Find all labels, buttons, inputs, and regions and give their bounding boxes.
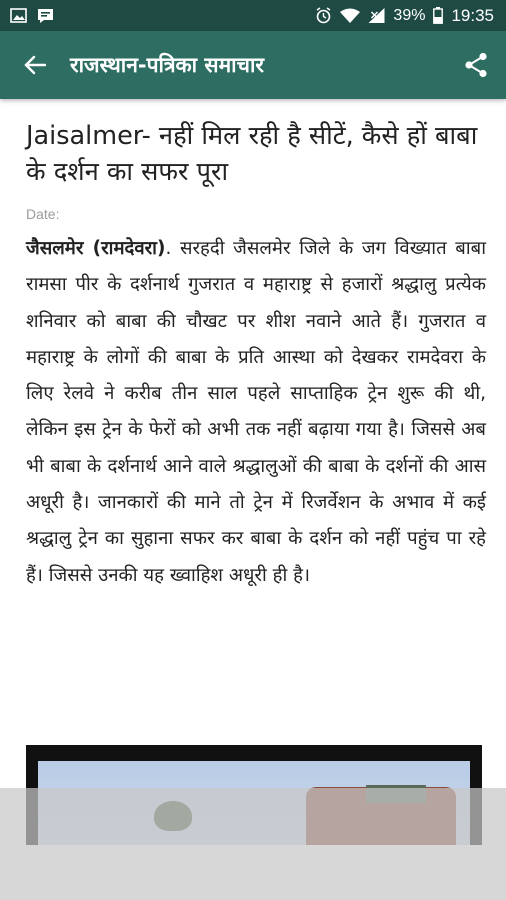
back-arrow-icon <box>24 55 46 75</box>
share-button[interactable] <box>446 31 506 99</box>
status-bar <box>0 0 506 31</box>
back-button[interactable] <box>0 31 70 99</box>
app-title: राजस्थान-पत्रिका समाचार <box>70 53 264 77</box>
article-date: Date: <box>26 206 60 222</box>
wifi-icon <box>340 8 360 23</box>
article-headline: Jaisalmer- नहीं मिल रही है सीटें, कैसे हों बाबा के दर्शन का सफर पूरा <box>26 121 478 187</box>
article-content <box>26 118 486 594</box>
status-time: 19:35 <box>451 5 494 25</box>
alarm-icon <box>315 7 332 24</box>
bottom-overlay <box>0 788 506 900</box>
signal-icon <box>368 8 385 23</box>
article-body <box>26 231 486 594</box>
battery-icon <box>433 7 443 24</box>
battery-percent: 39% <box>393 6 426 24</box>
message-icon <box>37 8 54 23</box>
article-dateline: जैसलमेर (रामदेवरा) <box>26 238 166 259</box>
image-icon <box>10 8 27 23</box>
app-bar <box>0 31 506 99</box>
share-icon <box>464 52 488 78</box>
article-text: . सरहदी जैसलमेर जिले के जग विख्यात बाबा रामसा पीर के दर्शनार्थ गुजरात व महाराष्ट्र से हजारों श्रद्धालु प्रत्येक शनिवार को बाबा की चौखट पर शीश नवाने आते हैं। गुजरात व महाराष्ट्र के लोगों की बाबा के प्रति आस्था को देखकर रामदेवरा के लिए रेलवे ने करीब तीन साल पहले साप्ताहिक ट्रेन शुरू की थी, लेकिन इस ट्रेन के फेरों को अभी तक नहीं बढ़ाया गया है। जिससे अब भी बाबा के दर्शनार्थ आने वाले श्रद्धालुओं की बाबा के दर्शनों की आस अधूरी है। जानकारों की माने तो ट्रेन में रिजर्वेशन के अभाव में कई श्रद्धालु ट्रेन का सुहाना सफर कर बाबा के दर्शन को नहीं पहुंच पा रहे हैं। जिससे उनकी यह ख्वाहिश अधूरी ही है। <box>26 238 486 586</box>
